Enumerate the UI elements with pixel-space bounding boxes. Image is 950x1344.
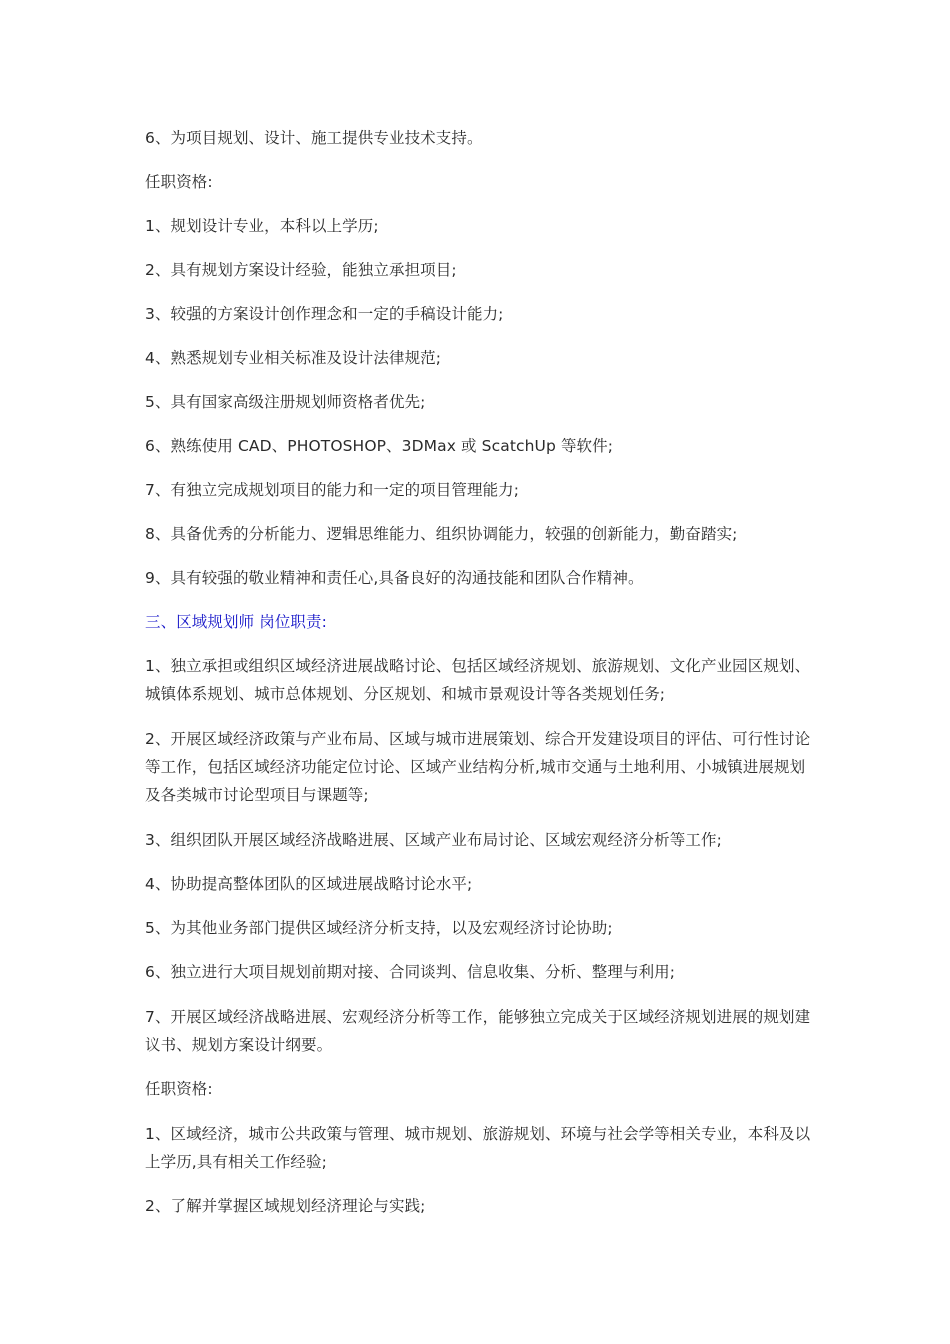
paragraph: 6、为项目规划、设计、施工提供专业技术支持。	[145, 129, 483, 147]
list-item: 5、为其他业务部门提供区域经济分析支持，以及宏观经济讨论协助;	[145, 919, 613, 937]
list-item: 5、具有国家高级注册规划师资格者优先;	[145, 393, 426, 411]
list-item: 7、开展区域经济战略进展、宏观经济分析等工作，能够独立完成关于区域经济规划进展的规划建议书、规划方案设计纲要。	[145, 1008, 811, 1054]
list-item: 8、具备优秀的分析能力、逻辑思维能力、组织协调能力，较强的创新能力，勤奋踏实;	[145, 525, 738, 543]
section-heading: 三、区域规划师 岗位职责:	[145, 613, 327, 631]
list-item: 4、熟悉规划专业相关标准及设计法律规范;	[145, 349, 442, 367]
list-item: 1、区域经济，城市公共政策与管理、城市规划、旅游规划、环境与社会学等相关专业，本科及以上学历,具有相关工作经验;	[145, 1125, 811, 1171]
list-item: 3、较强的方案设计创作理念和一定的手稿设计能力;	[145, 305, 504, 323]
list-item: 1、规划设计专业，本科以上学历;	[145, 217, 379, 235]
list-item: 6、熟练使用 CAD、PHOTOSHOP、3DMax 或 ScatchUp 等软件;	[145, 437, 614, 455]
section-label: 任职资格:	[145, 1080, 213, 1098]
list-item: 2、具有规划方案设计经验，能独立承担项目;	[145, 261, 457, 279]
list-item: 2、开展区域经济政策与产业布局、区域与城市进展策划、综合开发建设项目的评估、可行性讨论等工作，包括区域经济功能定位讨论、区域产业结构分析,城市交通与土地利用、小城镇进展规划及各类城市讨论型项目与课题等;	[145, 730, 811, 804]
list-item: 4、协助提高整体团队的区域进展战略讨论水平;	[145, 875, 473, 893]
list-item: 7、有独立完成规划项目的能力和一定的项目管理能力;	[145, 481, 520, 499]
list-item: 3、组织团队开展区域经济战略进展、区域产业布局讨论、区域宏观经济分析等工作;	[145, 831, 722, 849]
list-item: 9、具有较强的敬业精神和责任心,具备良好的沟通技能和团队合作精神。	[145, 569, 644, 587]
list-item: 6、独立进行大项目规划前期对接、合同谈判、信息收集、分析、整理与利用;	[145, 963, 676, 981]
section-label: 任职资格:	[145, 173, 213, 191]
list-item: 2、了解并掌握区域规划经济理论与实践;	[145, 1197, 426, 1215]
list-item: 1、独立承担或组织区域经济进展战略讨论、包括区域经济规划、旅游规划、文化产业园区规划、城镇体系规划、城市总体规划、分区规划、和城市景观设计等各类规划任务;	[145, 657, 811, 703]
